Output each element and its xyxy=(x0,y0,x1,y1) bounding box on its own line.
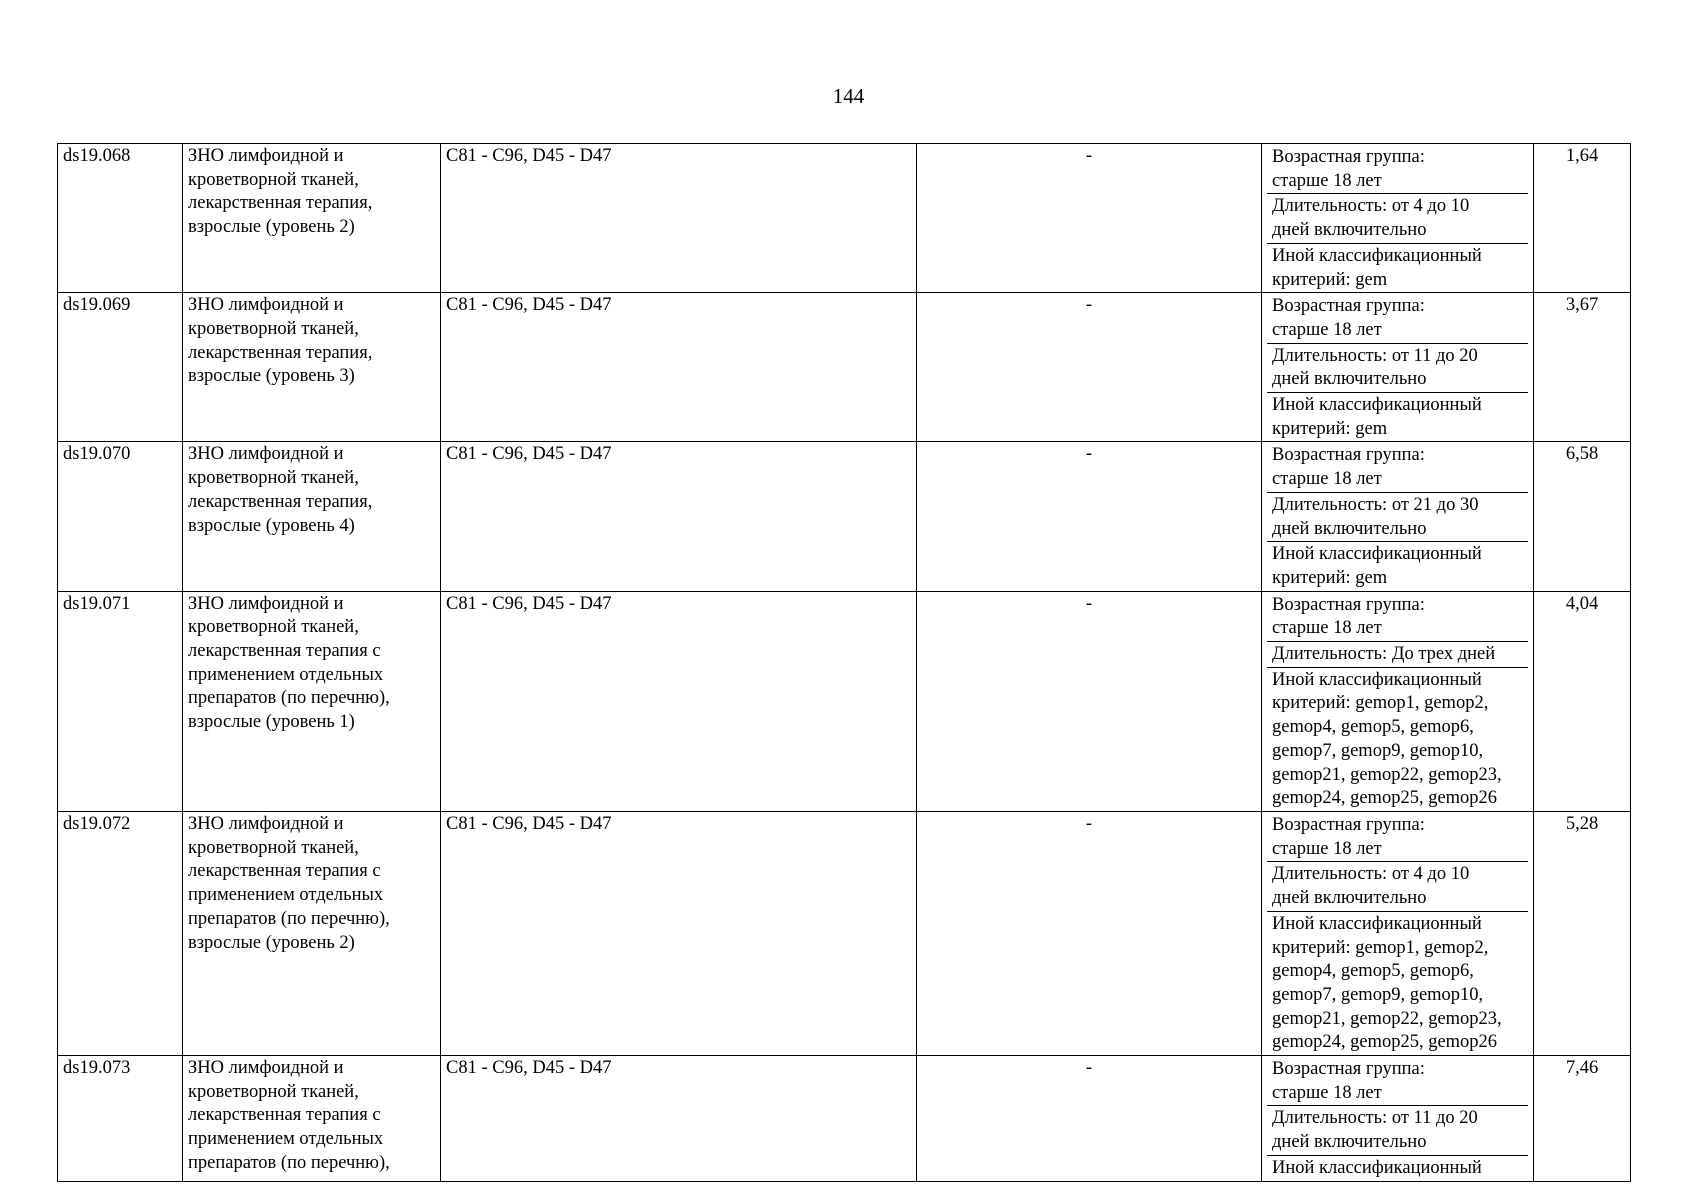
service-code: - xyxy=(1085,444,1093,465)
ksg-table xyxy=(57,143,1631,1182)
ksg-name: ЗНО лимфоидной и кроветворной тканей, лекарственная терапия, взрослые (уровень 4) xyxy=(188,444,373,536)
ksg-code: ds19.069 xyxy=(63,295,131,316)
coefficient: 3,67 xyxy=(1565,295,1599,316)
ksg-code-cell xyxy=(58,144,183,293)
criterion: Длительность: До трех дней xyxy=(1267,642,1528,668)
service-code-cell xyxy=(917,591,1262,811)
coefficient-cell xyxy=(1534,293,1631,442)
diagnosis-codes-cell xyxy=(441,442,917,591)
criterion: Иной классификационный критерий: gem xyxy=(1272,395,1482,439)
diagnosis-codes-cell xyxy=(441,811,917,1055)
criteria-cell xyxy=(1262,144,1534,293)
ksg-name: ЗНО лимфоидной и кроветворной тканей, лекарственная терапия с применением отдельных препаратов (по перечню), xyxy=(188,1058,390,1173)
criterion: Длительность: от 4 до 10 дней включительно xyxy=(1267,194,1528,243)
diagnosis-codes: C81 - C96, D45 - D47 xyxy=(446,1058,612,1079)
criterion: Длительность: от 21 до 30 дней включительно xyxy=(1267,493,1528,542)
service-code-cell xyxy=(917,811,1262,1055)
ksg-code-cell xyxy=(58,811,183,1055)
criterion: Возрастная группа: старше 18 лет xyxy=(1267,443,1528,492)
criterion: Длительность: от 4 до 10 дней включительно xyxy=(1267,862,1528,911)
ksg-name-cell xyxy=(183,811,441,1055)
ksg-code: ds19.071 xyxy=(63,593,131,614)
page-number: 144 xyxy=(832,84,865,108)
ksg-name-cell xyxy=(183,442,441,591)
criterion: Возрастная группа: старше 18 лет xyxy=(1267,1057,1528,1106)
criteria-cell xyxy=(1262,293,1534,442)
ksg-code: ds19.068 xyxy=(63,146,131,166)
diagnosis-codes-cell xyxy=(441,293,917,442)
ksg-code: ds19.072 xyxy=(63,813,131,834)
diagnosis-codes: C81 - C96, D45 - D47 xyxy=(446,444,612,465)
coefficient-cell xyxy=(1534,1056,1631,1182)
diagnosis-codes: C81 - C96, D45 - D47 xyxy=(446,813,612,834)
ksg-code-cell xyxy=(58,1056,183,1182)
table-row xyxy=(58,811,1631,1055)
coefficient: 1,64 xyxy=(1565,146,1599,166)
criterion: Возрастная группа: старше 18 лет xyxy=(1267,145,1528,194)
table-row xyxy=(58,144,1631,293)
ksg-table-body xyxy=(58,144,1631,1182)
diagnosis-codes-cell xyxy=(441,144,917,293)
criteria-cell xyxy=(1262,442,1534,591)
ksg-code-cell xyxy=(58,293,183,442)
table-row xyxy=(58,442,1631,591)
ksg-name: ЗНО лимфоидной и кроветворной тканей, лекарственная терапия, взрослые (уровень 3) xyxy=(188,295,373,387)
coefficient: 5,28 xyxy=(1565,813,1599,834)
criterion: Иной классификационный xyxy=(1272,1157,1482,1178)
coefficient-cell xyxy=(1534,144,1631,293)
coefficient-cell xyxy=(1534,591,1631,811)
criteria-cell xyxy=(1262,1056,1534,1182)
service-code-cell xyxy=(917,293,1262,442)
ksg-name-cell xyxy=(183,591,441,811)
service-code-cell xyxy=(917,1056,1262,1182)
ksg-code-cell xyxy=(58,591,183,811)
criterion: Иной классификационный критерий: gemop1, gemop2, gemop4, gemop5, gemop6, gemop7, gemop9, gemop10, gemop21, gemop22, gemop23, gemop24, gemop25, gemop26 xyxy=(1272,669,1502,809)
coefficient: 4,04 xyxy=(1565,593,1599,614)
service-code-cell xyxy=(917,144,1262,293)
diagnosis-codes: C81 - C96, D45 - D47 xyxy=(446,593,612,614)
table-row xyxy=(58,591,1631,811)
service-code-cell xyxy=(917,442,1262,591)
ksg-name-cell xyxy=(183,144,441,293)
criterion: Длительность: от 11 до 20 дней включительно xyxy=(1267,1106,1528,1155)
criterion: Возрастная группа: старше 18 лет xyxy=(1267,813,1528,862)
diagnosis-codes-cell xyxy=(441,1056,917,1182)
criterion: Возрастная группа: старше 18 лет xyxy=(1267,593,1528,642)
criterion: Иной классификационный критерий: gem xyxy=(1272,544,1482,588)
criterion: Длительность: от 11 до 20 дней включительно xyxy=(1267,344,1528,393)
coefficient-cell xyxy=(1534,811,1631,1055)
service-code: - xyxy=(1085,593,1093,614)
ksg-name: ЗНО лимфоидной и кроветворной тканей, лекарственная терапия, взрослые (уровень 2) xyxy=(188,146,373,238)
criteria-cell xyxy=(1262,591,1534,811)
table-row xyxy=(58,293,1631,442)
service-code: - xyxy=(1085,813,1093,834)
table-row xyxy=(58,1056,1631,1182)
diagnosis-codes: C81 - C96, D45 - D47 xyxy=(446,146,612,166)
criterion: Иной классификационный критерий: gem xyxy=(1272,245,1482,290)
ksg-name: ЗНО лимфоидной и кроветворной тканей, лекарственная терапия с применением отдельных препаратов (по перечню), взрослые (уровень 2) xyxy=(188,813,390,953)
coefficient: 7,46 xyxy=(1565,1058,1599,1079)
ksg-code: ds19.073 xyxy=(63,1058,131,1079)
service-code: - xyxy=(1085,146,1093,166)
diagnosis-codes-cell xyxy=(441,591,917,811)
criterion: Иной классификационный критерий: gemop1, gemop2, gemop4, gemop5, gemop6, gemop7, gemop9, gemop10, gemop21, gemop22, gemop23, gemop24, gemop25, gemop26 xyxy=(1272,913,1502,1053)
service-code: - xyxy=(1085,1058,1093,1079)
criteria-cell xyxy=(1262,811,1534,1055)
ksg-code: ds19.070 xyxy=(63,444,131,465)
criterion: Возрастная группа: старше 18 лет xyxy=(1267,294,1528,343)
ksg-name-cell xyxy=(183,1056,441,1182)
coefficient-cell xyxy=(1534,442,1631,591)
diagnosis-codes: C81 - C96, D45 - D47 xyxy=(446,295,612,316)
ksg-name-cell xyxy=(183,293,441,442)
ksg-name: ЗНО лимфоидной и кроветворной тканей, лекарственная терапия с применением отдельных препаратов (по перечню), взрослые (уровень 1) xyxy=(188,593,390,733)
ksg-code-cell xyxy=(58,442,183,591)
coefficient: 6,58 xyxy=(1565,444,1599,465)
service-code: - xyxy=(1085,295,1093,316)
